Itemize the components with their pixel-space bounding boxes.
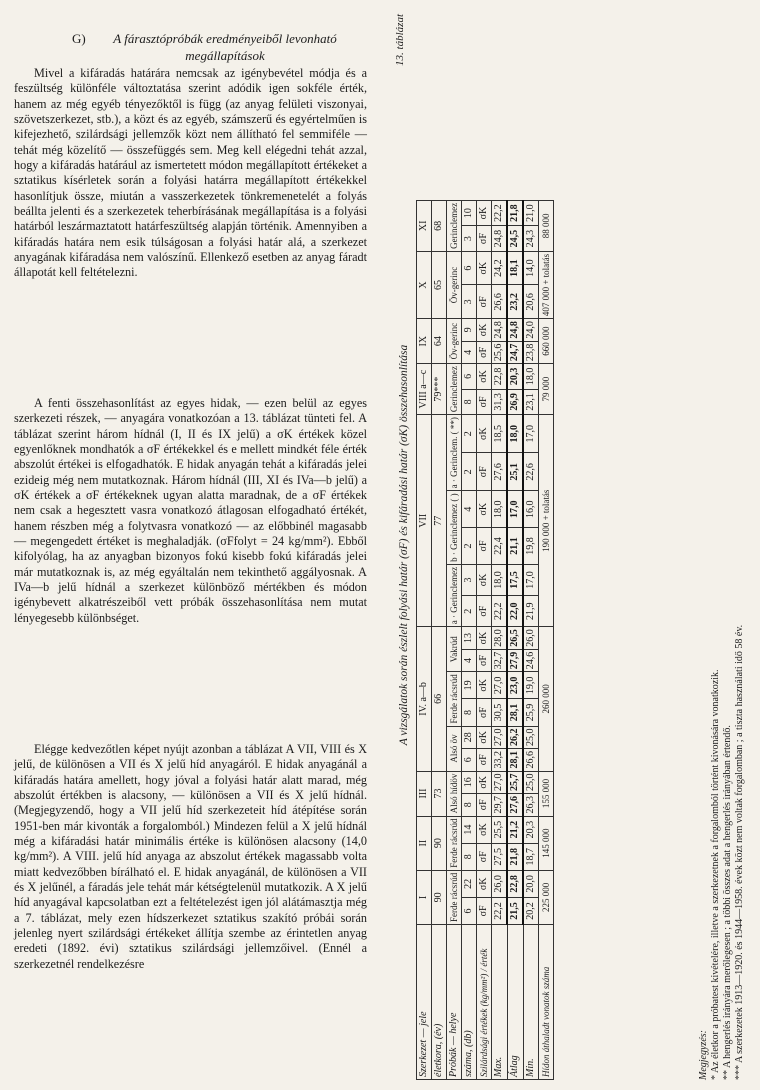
value-max: 26,0 <box>492 870 508 897</box>
table-row-sig <box>477 200 492 1079</box>
sample-count: 8 <box>462 389 477 414</box>
value-average: 27,9 <box>507 649 523 672</box>
sample-location: Ferde rácsrúd <box>447 816 462 870</box>
value-average: 22,0 <box>507 596 523 627</box>
sample-count: 2 <box>462 528 477 565</box>
value-max: 22,4 <box>492 528 508 565</box>
bridge-id: VIII a—c <box>417 364 432 415</box>
value-average: 28,1 <box>507 699 523 726</box>
sample-count: 2 <box>462 596 477 627</box>
value-max: 27,0 <box>492 672 508 699</box>
sigma-header: σK <box>477 319 492 342</box>
sigma-header: σK <box>477 364 492 390</box>
value-min: 14,0 <box>523 251 539 285</box>
value-average: 24,5 <box>507 226 523 251</box>
sample-location: Ferde rácsrúd <box>447 870 462 924</box>
value-min: 18,0 <box>523 364 539 390</box>
value-min: 25,9 <box>523 699 539 726</box>
note-3: *** A szerkezetek 1913—1920. és 1944—1958. évek közt nem voltak forgalomban ; a tiszta használati idő 58 év. <box>734 624 745 1080</box>
row-label: száma, (db) <box>462 925 477 1080</box>
table-row-max <box>492 200 508 1079</box>
train-count: 190 000 + tolatás <box>539 415 554 627</box>
value-average: 26,2 <box>507 726 523 749</box>
note-2: ** A hengerlés irányára merőlegesen ; a többi összes adat a hengerlés irányában értendő. <box>722 725 733 1080</box>
value-max: 33,2 <box>492 749 508 772</box>
value-min: 25,0 <box>523 771 539 794</box>
row-label: Min. <box>523 925 539 1080</box>
sigma-header: σK <box>477 726 492 749</box>
sample-count: 6 <box>462 251 477 285</box>
bridge-age: 66 <box>432 627 447 771</box>
table-title: A vizsgálatok során észlelt folyási határ (σF) és kifáradási határ (σK) összehasonlítása <box>398 344 410 746</box>
value-min: 19,8 <box>523 528 539 565</box>
sample-count: 3 <box>462 285 477 319</box>
bridge-id: XI <box>417 200 432 251</box>
bridge-id: II <box>417 816 432 870</box>
sample-count: 3 <box>462 226 477 251</box>
bridge-age: 90 <box>432 816 447 870</box>
value-average: 20,3 <box>507 364 523 390</box>
table-row-jele <box>417 200 432 1079</box>
value-max: 31,3 <box>492 389 508 414</box>
value-max: 18,0 <box>492 564 508 595</box>
value-average: 27,6 <box>507 794 523 817</box>
train-count: 260 000 <box>539 627 554 771</box>
value-min: 20,3 <box>523 816 539 843</box>
value-average: 24,8 <box>507 319 523 342</box>
value-min: 23,1 <box>523 389 539 414</box>
value-min: 24,6 <box>523 649 539 672</box>
row-label: Max. <box>492 925 508 1080</box>
note-1: * Az életkor a próbatest kivételére, illetve a szerkezetnek a forgalomból történt kivonására vonatkozik. <box>710 669 721 1080</box>
paragraph: Elégge kedvezőtlen képet nyújt azonban a táblázat A VII, VIII és X jelű, de különösen a VII és X jelű híd anyagáról. E hidak anyagánál a kifáradás határa amellett, hogy jóval a folyási határ alatt marad, még abszolút értékben is alacsony, — különösen a VII és X jelű hídnál. (Megjegyzendő, hogy a VII jelű híd szerkezeteit híd átépítése során 1951-ben már kivonták a forgalomból.) Mindezen felül a X jelű hídnál még a kifáradási határ minimális értéke is különösen alacsony (14,0 kg/mm²). A VIII. jelű híd anyaga az abszolut értékek magassabb volta miatt kedvezőbben bírálható el. E hidak anyagánál, de különösen a VII és X jelűnél, a fáradás jele tehát már kétségtelenül mutatkozik. A X jelű híd anyagával kapcsolatban ezt a feltételezést igen jól alátámasztja még a 7. táblázat, mely ezen hídszerkezet sztatikus szakító próbái során jelenleg nyert szilárdsági értékeket állítja szembe az érintetlen anyag eredeti (1892. évi) sztatikus szilárdsági jellemzőivel. (Ennél a szerkezetnél rendelkezésre <box>14 742 367 971</box>
sigma-header: σF <box>477 285 492 319</box>
value-average: 22,8 <box>507 870 523 897</box>
sample-location: Öv-gerinc <box>447 319 462 364</box>
value-average: 21,1 <box>507 528 523 565</box>
train-count: 155 000 <box>539 771 554 816</box>
sigma-header: σK <box>477 491 492 528</box>
value-average: 25,1 <box>507 453 523 491</box>
sigma-header: σF <box>477 341 492 364</box>
sigma-header: σF <box>477 389 492 414</box>
table-row-allag <box>507 200 523 1079</box>
sigma-header: σK <box>477 816 492 843</box>
sample-count: 8 <box>462 699 477 726</box>
value-average: 21,2 <box>507 816 523 843</box>
bridge-age: 73 <box>432 771 447 816</box>
sigma-header: σK <box>477 627 492 650</box>
value-min: 26,3 <box>523 794 539 817</box>
value-min: 24,3 <box>523 226 539 251</box>
value-min: 21,0 <box>523 200 539 226</box>
value-min: 24,0 <box>523 319 539 342</box>
bridge-id: X <box>417 251 432 318</box>
bridge-id: IX <box>417 319 432 364</box>
paragraph: Mivel a kifáradás határára nemcsak az igénybevétel módja és a feszültség különféle változtatása szerint adódik igen sokféle érték, hanem az még egyéb tényezőktől is függ (az anyag felületi viszonyai, szövetszerkezet, stb.), a közt és az egyéb, számszerű és egyértelműen is kifejezhető, szilárdsági jellemzők közt nem állítható fel semmiféle — tehát még közelítő — összefüggés sem. Meg kell elégedni tehát azzal, hogy a kifáradás határául az ismertetett módon megállapított értékeket a sztatikus kísérletek során a folyási határra megállapított értékekkel hasonlítjuk össze, miután a vasszerkezetek tönkremenetelét a folyás beállta jelenti és a szerkezetek teherbírásának megállapítása is a folyási határból leszármaztatott határfeszültség alapján történik. Amennyiben a kifáradás határa nem esik túlságosan a folyási határ alá, a szerkezet anyagának kifáradása nem valószínű. Ellenkező esetben az anyag fáradt állapotát kell feltételezni. <box>14 66 367 280</box>
sigma-header: σF <box>477 897 492 924</box>
sample-location: Alsó hídöv <box>447 771 462 816</box>
value-min: 21,9 <box>523 596 539 627</box>
table-row-kor <box>432 200 447 1079</box>
value-max: 27,6 <box>492 453 508 491</box>
value-max: 25,5 <box>492 816 508 843</box>
sample-count: 16 <box>462 771 477 794</box>
value-average: 26,9 <box>507 389 523 414</box>
value-min: 22,6 <box>523 453 539 491</box>
sample-count: 8 <box>462 843 477 870</box>
value-average: 23,0 <box>507 672 523 699</box>
value-average: 18,1 <box>507 251 523 285</box>
value-max: 18,0 <box>492 491 508 528</box>
sample-location: Ferde rácsrúd <box>447 672 462 726</box>
train-count: 88 000 <box>539 200 554 251</box>
sigma-header: σK <box>477 870 492 897</box>
value-max: 27,0 <box>492 771 508 794</box>
paragraph: A fenti összehasonlítást az egyes hidak, — ezen belül az egyes szerkezeti részek, — anyagára vonatkozóan a 13. táblázat tünteti fel. A táblázat szerint három hídnál (I, II és IX jelű) a σK értékek közel egyenlőknek mondhatók a σF értékekkel és e mellett mindkét féle érték abszolút értékei is elfogadhatók. E hidak anyagán tehát a kifáradás jelei ezideig még nem mutatkoznak. Három hídnál (III, XI és IVa—b jelű) a σK értékek a σF értékeknek ugyan alatta maradnak, de a σF értékek nem csak a hegesztett vasra vonatkozó átlagosan elfogadható értékét, hanem részben még a folytvasra vonatkozó — az előbbinél magasabb — megengedett értéket is meghaladják. (σFfolyt = 24 kg/mm²). Ebből kifolyólag, ha az anyagban bizonyos fokú kisebb fokú kifáradás jelei már mutatkoznak is, az még egyáltalán nem tekinthető aggályosnak. A IVa—b jelű hídnál a szerkezet különböző mértékben és módon igénybevett alkatrészeiből vett próbák összehasonlítása nem mutat lényegesebb különbséget. <box>14 396 367 625</box>
value-average: 24,7 <box>507 341 523 364</box>
sigma-header: σK <box>477 771 492 794</box>
value-min: 23,8 <box>523 341 539 364</box>
sample-location: Alsó öv <box>447 726 462 771</box>
section-number: G) <box>72 31 86 46</box>
value-min: 20,6 <box>523 285 539 319</box>
sample-location: a · Gerinclem. ( **) <box>447 415 462 491</box>
sample-count: 10 <box>462 200 477 226</box>
table-notes <box>698 20 746 1080</box>
value-max: 25,6 <box>492 341 508 364</box>
row-label: Átlag <box>507 925 523 1080</box>
sigma-header: σF <box>477 699 492 726</box>
table-row-szama <box>462 200 477 1079</box>
bridge-age: 68 <box>432 200 447 251</box>
value-average: 17,5 <box>507 564 523 595</box>
value-max: 30,5 <box>492 699 508 726</box>
sample-location: Gerinclemez <box>447 200 462 251</box>
value-max: 26,6 <box>492 285 508 319</box>
bridge-age: 65 <box>432 251 447 318</box>
value-min: 20,0 <box>523 870 539 897</box>
sigma-header: σK <box>477 415 492 453</box>
value-max: 22,2 <box>492 596 508 627</box>
sample-count: 4 <box>462 341 477 364</box>
value-max: 24,2 <box>492 251 508 285</box>
value-max: 27,5 <box>492 843 508 870</box>
sample-count: 28 <box>462 726 477 749</box>
table-row-helye <box>447 200 462 1079</box>
bridge-age: 64 <box>432 319 447 364</box>
sigma-header: σK <box>477 564 492 595</box>
value-average: 21,5 <box>507 897 523 924</box>
value-average: 18,0 <box>507 415 523 453</box>
value-max: 24,8 <box>492 319 508 342</box>
sample-count: 3 <box>462 564 477 595</box>
sample-location: b · Gerinclemez ( ) <box>447 491 462 564</box>
sample-count: 4 <box>462 491 477 528</box>
bridge-age: 77 <box>432 415 447 627</box>
value-min: 18,7 <box>523 843 539 870</box>
sample-count: 2 <box>462 453 477 491</box>
value-average: 25,7 <box>507 771 523 794</box>
value-min: 17,0 <box>523 564 539 595</box>
value-average: 21,8 <box>507 843 523 870</box>
sample-count: 9 <box>462 319 477 342</box>
comparison-table <box>416 200 554 1080</box>
table-row-vonatok <box>539 200 554 1079</box>
value-min: 16,0 <box>523 491 539 528</box>
value-average: 26,5 <box>507 627 523 650</box>
train-count: 225 000 <box>539 870 554 924</box>
bridge-age: 90 <box>432 870 447 924</box>
value-max: 28,0 <box>492 627 508 650</box>
row-label: Próbák — helye <box>447 925 462 1080</box>
train-count: 79 000 <box>539 364 554 415</box>
value-max: 29,7 <box>492 794 508 817</box>
sample-count: 8 <box>462 794 477 817</box>
sigma-header: σK <box>477 251 492 285</box>
sigma-header: σF <box>477 649 492 672</box>
row-label: Hídon áthaladt vonatok száma <box>539 925 554 1080</box>
notes-label: Megjegyzés: <box>698 1030 709 1080</box>
sigma-header: σK <box>477 672 492 699</box>
sample-location: a · Gerinclemez <box>447 564 462 626</box>
sample-count: 4 <box>462 649 477 672</box>
value-min: 26,6 <box>523 749 539 772</box>
value-max: 22,2 <box>492 200 508 226</box>
value-max: 22,8 <box>492 364 508 390</box>
value-min: 19,0 <box>523 672 539 699</box>
value-min: 25,0 <box>523 726 539 749</box>
sigma-header: σF <box>477 528 492 565</box>
sample-count: 14 <box>462 816 477 843</box>
text-column <box>0 0 378 1090</box>
sample-count: 2 <box>462 415 477 453</box>
value-max: 24,8 <box>492 226 508 251</box>
value-min: 17,0 <box>523 415 539 453</box>
bridge-id: VII <box>417 415 432 627</box>
sigma-header: σF <box>477 794 492 817</box>
bridge-id: I <box>417 870 432 924</box>
row-label: életkora, (év) <box>432 925 447 1080</box>
sigma-header: σF <box>477 453 492 491</box>
sigma-header: σK <box>477 200 492 226</box>
sample-count: 6 <box>462 364 477 390</box>
section-title: A fárasztópróbák eredményeiből levonható megállapítások <box>113 31 337 63</box>
value-min: 26,0 <box>523 627 539 650</box>
rotated-table-area <box>380 0 760 1090</box>
value-min: 20,2 <box>523 897 539 924</box>
sample-location: Gerinclemez <box>447 364 462 415</box>
value-max: 32,7 <box>492 649 508 672</box>
bridge-id: III <box>417 771 432 816</box>
value-max: 27,0 <box>492 726 508 749</box>
row-label: Szilárdsági értékek (kg/mm²) / érték <box>477 925 492 1080</box>
table-row-min <box>523 200 539 1079</box>
sample-count: 22 <box>462 870 477 897</box>
sigma-header: σF <box>477 749 492 772</box>
table-number: 13. táblázat <box>394 14 406 66</box>
sample-count: 13 <box>462 627 477 650</box>
train-count: 145 000 <box>539 816 554 870</box>
train-count: 660 000 <box>539 319 554 364</box>
value-average: 28,1 <box>507 749 523 772</box>
value-max: 18,5 <box>492 415 508 453</box>
sample-location: Vakrúd <box>447 627 462 672</box>
sigma-header: σF <box>477 843 492 870</box>
value-max: 22,2 <box>492 897 508 924</box>
sample-count: 6 <box>462 749 477 772</box>
sample-count: 6 <box>462 897 477 924</box>
row-label: Szerkezet — jele <box>417 925 432 1080</box>
value-average: 17,0 <box>507 491 523 528</box>
sigma-header: σF <box>477 226 492 251</box>
train-count: 407 000 + tolatás <box>539 251 554 318</box>
value-average: 21,8 <box>507 200 523 226</box>
sigma-header: σF <box>477 596 492 627</box>
sample-location: Öv-gerinc <box>447 251 462 318</box>
bridge-id: IV. a—b <box>417 627 432 771</box>
bridge-age: 79*** <box>432 364 447 415</box>
value-average: 23,2 <box>507 285 523 319</box>
sample-count: 19 <box>462 672 477 699</box>
